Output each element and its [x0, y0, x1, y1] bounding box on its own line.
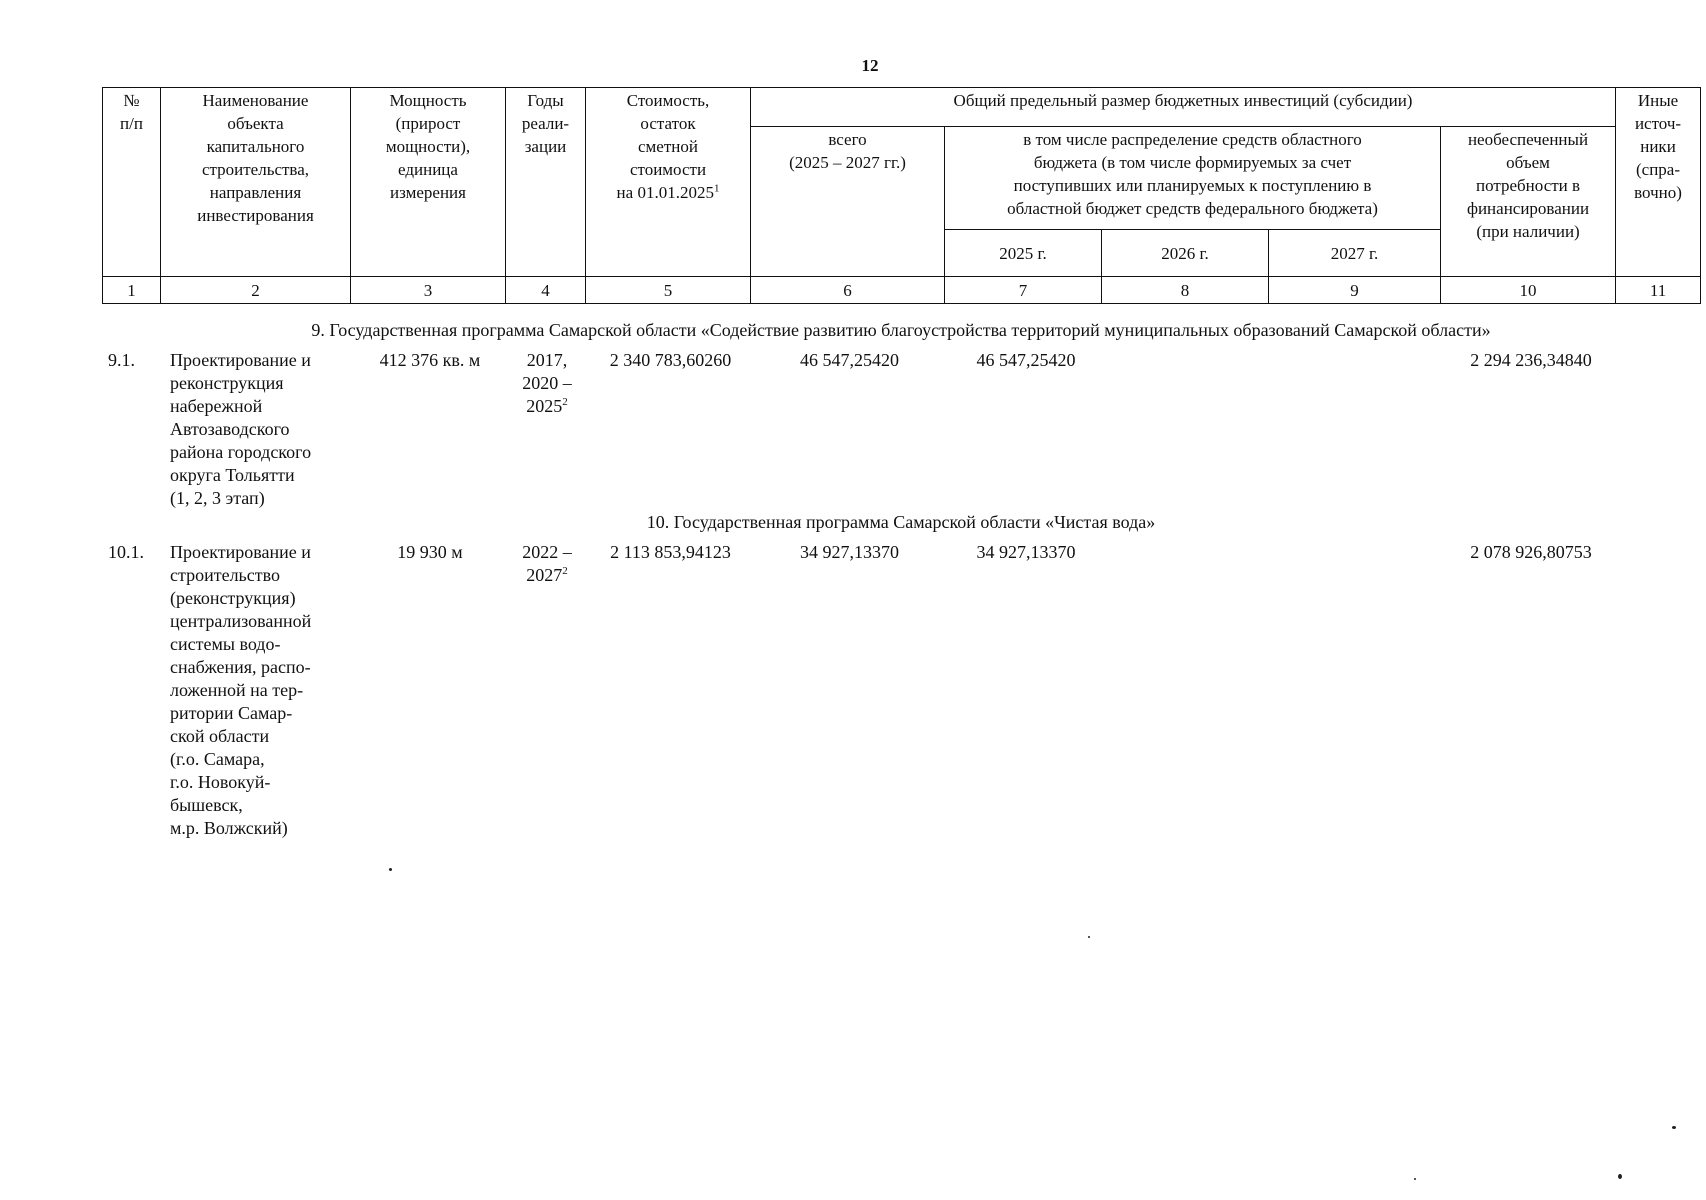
header-years: Годы реали- зации — [506, 88, 586, 277]
section-title: 9. Государственная программа Самарской области «Содействие развитию благоустройства территорий муниципальных образований Самарской области» — [311, 320, 1491, 340]
row-number: 9.1. — [108, 350, 135, 370]
header-year-2025: 2025 г. — [945, 230, 1102, 277]
scan-speck — [1088, 936, 1090, 938]
column-number: 6 — [751, 277, 945, 304]
column-number: 4 — [506, 277, 586, 304]
footnote-mark: 1 — [713, 182, 720, 195]
footnote-mark: 2 — [562, 396, 568, 408]
cost: 2 113 853,94123 — [610, 542, 731, 562]
header-no: № п/п — [103, 88, 161, 277]
header-capacity: Мощность (прирост мощности), единица измерения — [351, 88, 506, 277]
column-number: 9 — [1269, 277, 1441, 304]
header-cost: Стоимость, остаток сметной стоимости на 01.01.2025$^1$ — [586, 88, 751, 277]
footnote-mark: 2 — [562, 565, 568, 577]
object-name: Проектирование и реконструкция набережной Автозаводского района городского округа Тольятти (1, 2, 3 этап) — [170, 350, 312, 508]
scan-speck — [1618, 1174, 1622, 1179]
total: 34 927,13370 — [800, 542, 899, 562]
cost: 2 340 783,60260 — [609, 350, 732, 370]
year-2025-value: 34 927,13370 — [976, 542, 1076, 562]
scan-speck — [1414, 1178, 1416, 1180]
page-number: 12 — [861, 56, 879, 75]
object-name: Проектирование и строительство (реконструкция) централизованной системы водо- снабжения, распо- ложенной на тер- ритории Самар- ской области (г.о. Самара, г.о. Новокуй- бышевск, м.р. Волжский) — [170, 542, 312, 838]
header-table — [102, 87, 1701, 304]
column-number: 5 — [586, 277, 751, 304]
years: 2022 – 2027$^2$ — [522, 542, 572, 585]
header-unsecured: необеспеченный объем потребности в финансировании (при наличии) — [1441, 127, 1616, 277]
scan-speck — [389, 868, 392, 871]
unsecured-value: 2 294 236,34840 — [1470, 350, 1592, 370]
column-number: 10 — [1441, 277, 1616, 304]
column-number: 1 — [103, 277, 161, 304]
capacity: 19 930 м — [397, 542, 463, 562]
section-title: 10. Государственная программа Самарской области «Чистая вода» — [646, 512, 1156, 532]
header-total: всего (2025 – 2027 гг.) — [751, 127, 945, 277]
header-other: Иные источ- ники (спра- вочно) — [1616, 88, 1701, 277]
header-year-2026: 2026 г. — [1102, 230, 1269, 277]
column-number: 8 — [1102, 277, 1269, 304]
column-number: 7 — [945, 277, 1102, 304]
column-number: 3 — [351, 277, 506, 304]
years: 2017, 2020 – 2025$^2$ — [522, 350, 572, 416]
scan-speck — [1672, 1126, 1676, 1129]
unsecured-value: 2 078 926,80753 — [1470, 542, 1592, 562]
header-budget-group: Общий предельный размер бюджетных инвестиций (субсидии) — [751, 88, 1616, 127]
total: 46 547,25420 — [800, 350, 899, 370]
year-2025-value: 46 547,25420 — [976, 350, 1076, 370]
column-number: 2 — [161, 277, 351, 304]
header-year-2027: 2027 г. — [1269, 230, 1441, 277]
header-name: Наименование объекта капитального строительства, направления инвестирования — [161, 88, 351, 277]
column-number: 11 — [1616, 277, 1701, 304]
header-distribution: в том числе распределение средств областного бюджета (в том числе формируемых за счет поступивших или планируемых к поступлению в областной бюджет средств федерального бюджета) — [945, 127, 1441, 230]
row-number: 10.1. — [108, 542, 144, 562]
capacity: 412 376 кв. м — [379, 350, 481, 370]
